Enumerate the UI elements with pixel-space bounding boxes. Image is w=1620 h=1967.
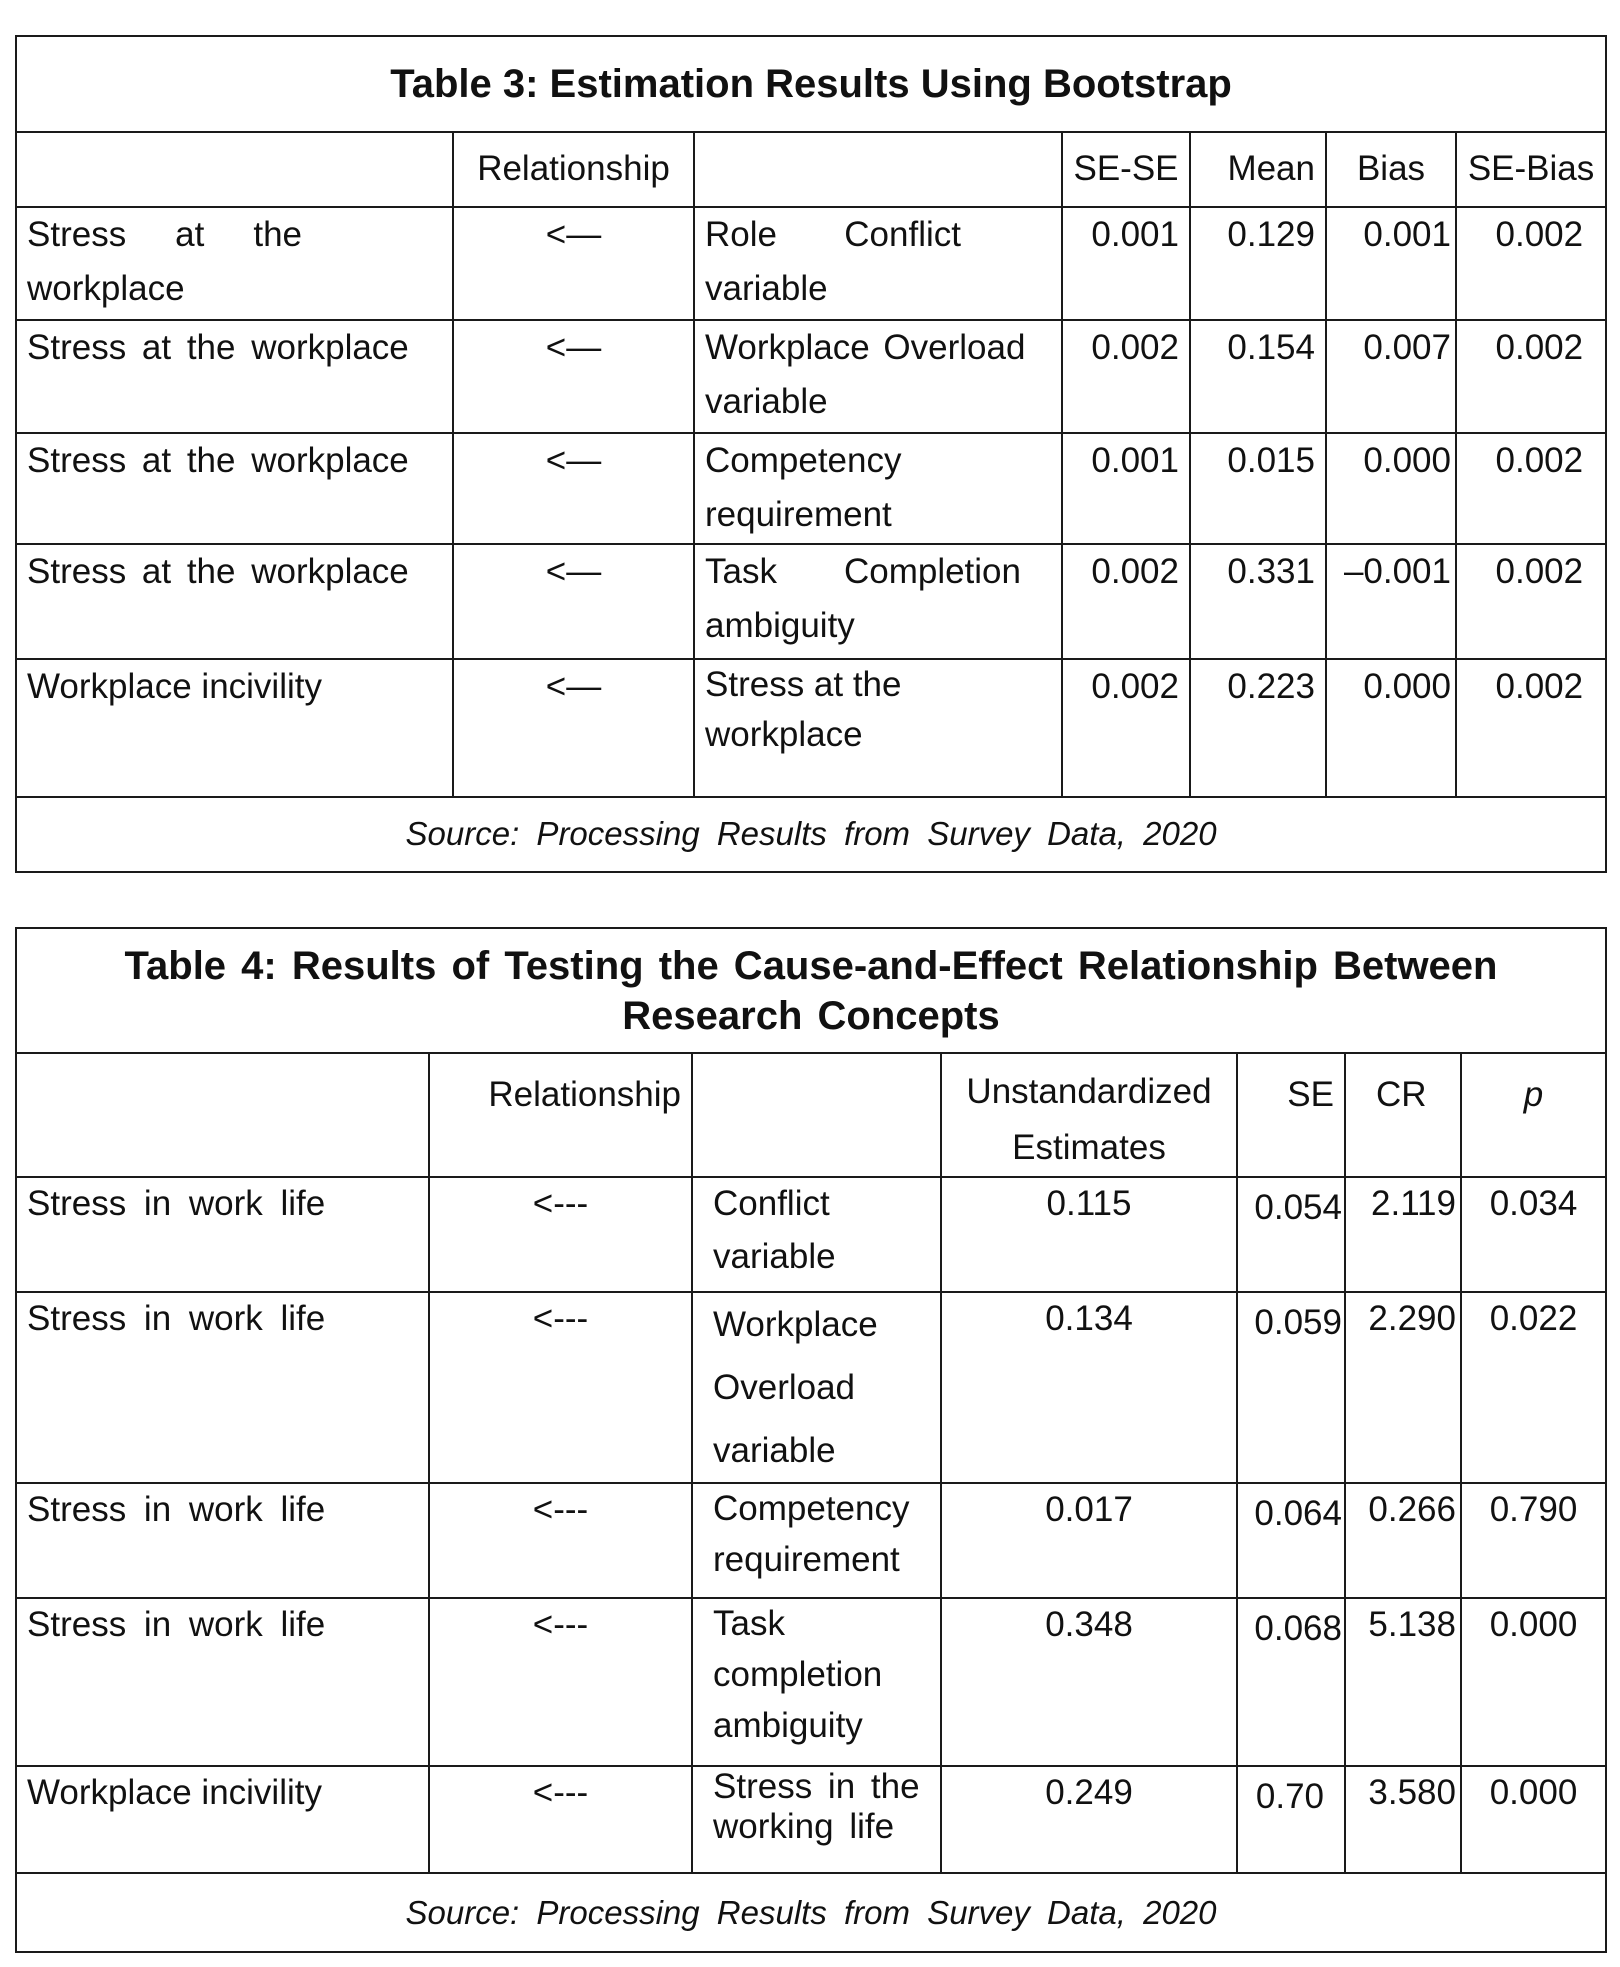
table-3-se-bias: 0.002 xyxy=(1456,659,1606,797)
table-4-se: 0.054 xyxy=(1237,1177,1345,1292)
table-3-se-bias: 0.002 xyxy=(1456,320,1606,433)
table-4-dependent: Stress in work life xyxy=(16,1292,429,1483)
table-4-se: 0.064 xyxy=(1237,1483,1345,1598)
table-3-independent: Competency requirement xyxy=(694,433,1062,544)
table-4-estimate: 0.115 xyxy=(941,1177,1237,1292)
table-4-p: 0.790 xyxy=(1461,1483,1606,1598)
table-3-header-relationship: Relationship xyxy=(453,132,694,207)
table-row xyxy=(16,659,1606,797)
table-4-p: 0.022 xyxy=(1461,1292,1606,1483)
table-4-estimate: 0.134 xyxy=(941,1292,1237,1483)
table-row xyxy=(16,1177,1606,1292)
table-4-independent: Stress in the working life xyxy=(692,1766,941,1873)
table-3-arrow: <— xyxy=(453,544,694,659)
table-3-mean: 0.015 xyxy=(1190,433,1326,544)
table-3-se-se: 0.002 xyxy=(1062,320,1190,433)
table-3-independent: Workplace Overload variable xyxy=(694,320,1062,433)
table-4-title: Table 4: Results of Testing the Cause-and-Effect Relationship Between Research Concepts xyxy=(16,928,1606,1053)
table-3 xyxy=(15,35,1607,873)
table-4-dependent: Stress in work life xyxy=(16,1598,429,1766)
table-4-p: 0.000 xyxy=(1461,1598,1606,1766)
table-3-independent: Stress at the workplace xyxy=(694,659,1062,797)
table-row xyxy=(16,544,1606,659)
table-3-bias: 0.007 xyxy=(1326,320,1456,433)
table-3-header-independent xyxy=(694,132,1062,207)
table-row xyxy=(16,1292,1606,1483)
table-3-se-bias: 0.002 xyxy=(1456,207,1606,320)
table-4-cr: 0.266 xyxy=(1345,1483,1461,1598)
table-4-arrow: <--- xyxy=(429,1483,692,1598)
table-3-independent: Role Conflict variable xyxy=(694,207,1062,320)
table-row xyxy=(16,320,1606,433)
table-4-independent: Workplace Overload variable xyxy=(692,1292,941,1483)
table-4-arrow: <--- xyxy=(429,1177,692,1292)
table-4-estimate: 0.249 xyxy=(941,1766,1237,1873)
table-3-dependent: Workplace incivility xyxy=(16,659,453,797)
table-4-source: Source: Processing Results from Survey Data, 2020 xyxy=(16,1873,1606,1952)
table-3-independent: Task Completion ambiguity xyxy=(694,544,1062,659)
table-4-header-independent xyxy=(692,1053,941,1177)
table-3-header-dependent xyxy=(16,132,453,207)
table-3-se-se: 0.002 xyxy=(1062,659,1190,797)
table-row xyxy=(16,1598,1606,1766)
table-4-header-cr: CR xyxy=(1345,1053,1461,1177)
table-4-header-relationship: Relationship xyxy=(429,1053,692,1177)
table-3-arrow: <— xyxy=(453,320,694,433)
table-4-p: 0.000 xyxy=(1461,1766,1606,1873)
table-3-header-mean: Mean xyxy=(1190,132,1326,207)
table-3-header-bias: Bias xyxy=(1326,132,1456,207)
table-3-bias: 0.000 xyxy=(1326,659,1456,797)
table-4-cr: 3.580 xyxy=(1345,1766,1461,1873)
table-row xyxy=(16,207,1606,320)
table-4-independent: Competency requirement xyxy=(692,1483,941,1598)
table-3-dependent: Stress at the workplace xyxy=(16,544,453,659)
table-3-arrow: <— xyxy=(453,207,694,320)
table-4-header-se: SE xyxy=(1237,1053,1345,1177)
table-3-bias: –0.001 xyxy=(1326,544,1456,659)
table-4-estimate: 0.017 xyxy=(941,1483,1237,1598)
table-3-se-se: 0.001 xyxy=(1062,433,1190,544)
table-4-se: 0.068 xyxy=(1237,1598,1345,1766)
table-3-mean: 0.223 xyxy=(1190,659,1326,797)
table-4-header-estimates: Unstandardized Estimates xyxy=(941,1053,1237,1177)
table-4-se: 0.059 xyxy=(1237,1292,1345,1483)
table-4 xyxy=(15,927,1607,1953)
table-4-dependent: Workplace incivility xyxy=(16,1766,429,1873)
table-3-dependent: Stress at the workplace xyxy=(16,320,453,433)
table-row xyxy=(16,1483,1606,1598)
table-row xyxy=(16,433,1606,544)
table-3-mean: 0.154 xyxy=(1190,320,1326,433)
table-4-se: 0.70 xyxy=(1237,1766,1345,1873)
table-4-p: 0.034 xyxy=(1461,1177,1606,1292)
table-row xyxy=(16,1766,1606,1873)
table-3-header-se-se: SE-SE xyxy=(1062,132,1190,207)
table-4-cr: 2.290 xyxy=(1345,1292,1461,1483)
table-3-mean: 0.129 xyxy=(1190,207,1326,320)
table-4-arrow: <--- xyxy=(429,1292,692,1483)
table-4-independent: Conflict variable xyxy=(692,1177,941,1292)
table-3-dependent: Stress at the workplace xyxy=(16,207,453,320)
table-3-se-bias: 0.002 xyxy=(1456,433,1606,544)
table-4-dependent: Stress in work life xyxy=(16,1483,429,1598)
table-3-bias: 0.001 xyxy=(1326,207,1456,320)
table-4-cr: 5.138 xyxy=(1345,1598,1461,1766)
table-4-dependent: Stress in work life xyxy=(16,1177,429,1292)
table-3-mean: 0.331 xyxy=(1190,544,1326,659)
table-3-bias: 0.000 xyxy=(1326,433,1456,544)
table-3-arrow: <— xyxy=(453,659,694,797)
table-3-dependent: Stress at the workplace xyxy=(16,433,453,544)
table-3-arrow: <— xyxy=(453,433,694,544)
table-3-title: Table 3: Estimation Results Using Bootstrap xyxy=(16,36,1606,132)
table-4-header-p: p xyxy=(1461,1053,1606,1177)
table-4-cr: 2.119 xyxy=(1345,1177,1461,1292)
table-4-arrow: <--- xyxy=(429,1766,692,1873)
table-4-arrow: <--- xyxy=(429,1598,692,1766)
table-4-header-dependent xyxy=(16,1053,429,1177)
table-4-estimate: 0.348 xyxy=(941,1598,1237,1766)
table-3-se-se: 0.002 xyxy=(1062,544,1190,659)
table-3-header-se-bias: SE-Bias xyxy=(1456,132,1606,207)
table-3-se-bias: 0.002 xyxy=(1456,544,1606,659)
table-4-independent: Task completion ambiguity xyxy=(692,1598,941,1766)
table-3-se-se: 0.001 xyxy=(1062,207,1190,320)
table-3-source: Source: Processing Results from Survey Data, 2020 xyxy=(16,797,1606,872)
